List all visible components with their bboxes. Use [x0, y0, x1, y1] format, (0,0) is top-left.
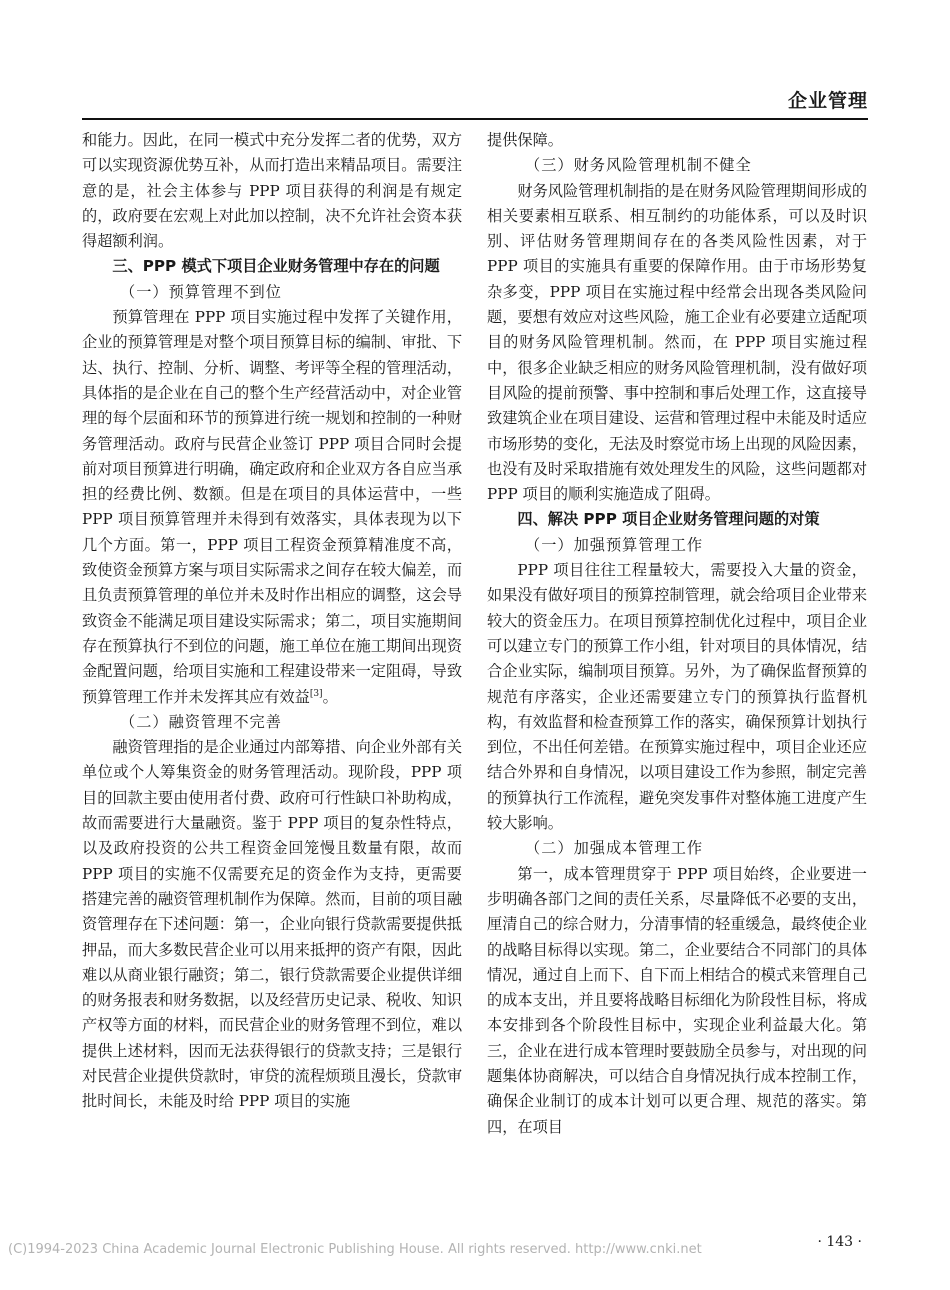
- paragraph: PPP 项目往往工程量较大，需要投入大量的资金，如果没有做好项目的预算控制管理，就会给项目企业带来较大的资金压力。在项目预算控制优化过程中，项目企业可以建立专门的预算工作小组，针对项目的具体情况，结合企业实际，编制项目预算。另外，为了确保监督预算的规范有序落实，企业还需要建立专门的预算执行监督机构，有效监督和检查预算工作的落实，确保预算计划执行到位，不出任何差错。在预算实施过程中，项目企业还应结合外界和自身情况，以项目建设工作为参照，制定完善的预算执行工作流程，避免突发事件对整体施工进度产生较大影响。: [487, 561, 867, 833]
- subsection-heading: （二）加强成本管理工作: [525, 839, 704, 858]
- subsection-heading: （一）预算管理不到位: [120, 282, 282, 301]
- citation-marker: [3]: [309, 688, 323, 699]
- paragraph: 融资管理指的是企业通过内部筹措、向企业外部有关单位或个人筹集资金的财务管理活动。现阶段，PPP 项目的回款主要由使用者付费、政府可行性缺口补助构成，故而需要进行大量融资。鉴于 PPP 项目的复杂性特点，以及政府投资的公共工程资金回笼慢且数量有限，故而 PPP 项目的实施不仅需要充足的资金作为支持，更需要搭建完善的融资管理机制作为保障。然而，目前的项目融资管理存在下述问题：第一，企业向银行贷款需要提供抵押品，而大多数民营企业可以用来抵押的资产有限，因此难以从商业银行融资；第二，银行贷款需要企业提供详细的财务报表和财务数据，以及经营历史记录、税收、知识产权等方面的材料，而民营企业的财务管理不到位，难以提供上述材料，因而无法获得银行的贷款支持；三是银行对民营企业提供贷款时，审贷的流程烦琐且漫长，贷款审批时间长，未能及时给 PPP 项目的实施: [82, 738, 462, 1111]
- header-rule: [82, 118, 868, 120]
- paragraph: 财务风险管理机制指的是在财务风险管理期间形成的相关要素相互联系、相互制约的功能体系，可以及时识别、评估财务管理期间存在的各类风险性因素，对于 PPP 项目的实施具有重要的保障作用。由于市场形势复杂多变，PPP 项目在实施过程中经常会出现各类风险问题，要想有效应对这些风险，施工企业有必要建立适配项目的财务风险管理机制。然而，在 PPP 项目实施过程中，很多企业缺乏相应的财务风险管理机制，没有做好项目风险的提前预警、事中控制和事后处理工作，这直接导致建筑企业在项目建设、运营和管理过程中未能及时适应市场形势的变化，无法及时察觉市场上出现的风险因素，也没有及时采取措施有效处理发生的风险，这些问题都对 PPP 项目的顺利实施造成了阻碍。: [487, 181, 867, 504]
- paragraph: 提供保障。: [487, 131, 563, 149]
- copyright-notice: (C)1994-2023 China Academic Journal Electronic Publishing House. All rights reserved. http://www.cnki.net: [8, 1242, 702, 1257]
- subsection-heading: （一）加强预算管理工作: [525, 535, 704, 554]
- paragraph-text: 预算管理在 PPP 项目实施过程中发挥了关键作用，企业的预算管理是对整个项目预算目标的编制、审批、下达、执行、控制、分析、调整、考评等全程的管理活动，具体指的是企业在自己的整个生产经营活动中，对企业管理的每个层面和环节的预算进行统一规划和控制的一种财务管理活动。政府与民营企业签订 PPP 项目合同时会提前对项目预算进行明确，确定政府和企业双方各自应当承担的经费比例、数额。但是在项目的具体运营中，一些 PPP 项目预算管理并未得到有效落实，具体表现为以下几个方面。第一，PPP 项目工程资金预算精准度不高，致使资金预算方案与项目实际需求之间存在较大偏差，而且负责预算管理的单位并未及时作出相应的调整，这会导致资金不能满足项目建设实际需求；第二，项目实施期间存在预算执行不到位的问题，施工单位在施工期间出现资金配置问题，给项目实施和工程建设带来一定阻碍，导致预算管理工作并未发挥其应有效益: [82, 308, 462, 706]
- subsection-heading: （二）融资管理不完善: [120, 712, 282, 731]
- journal-section-title: 企业管理: [787, 90, 868, 112]
- paragraph: 第一，成本管理贯穿于 PPP 项目始终，企业要进一步明确各部门之间的责任关系，尽量降低不必要的支出，厘清自己的综合财力，分清事情的轻重缓急，最终使企业的战略目标得以实现。第二，企业要结合不同部门的具体情况，通过自上而下、自下而上相结合的模式来管理自己的成本支出，并且要将战略目标细化为阶段性目标，将成本安排到各个阶段性目标中，实现企业利益最大化。第三，企业在进行成本管理时要鼓励全员参与，对出现的问题集体协商解决，可以结合自身情况执行成本控制工作，确保企业制订的成本计划可以更合理、规范的落实。第四，在项目: [487, 864, 867, 1136]
- subsection-heading: （三）财务风险管理机制不健全: [525, 156, 752, 175]
- page-number: · 143 ·: [817, 1234, 862, 1250]
- paragraph: 和能力。因此，在同一模式中充分发挥二者的优势，双方可以实现资源优势互补，从而打造出来精品项目。需要注意的是，社会主体参与 PPP 项目获得的利润是有规定的，政府要在宏观上对此加以控制，决不允许社会资本获得超额利润。: [82, 131, 462, 251]
- paragraph-end: 。: [322, 687, 338, 706]
- right-column: [487, 128, 867, 1140]
- left-column: [82, 128, 462, 1115]
- paragraph: [82, 305, 462, 710]
- section-heading: 三、PPP 模式下项目企业财务管理中存在的问题: [112, 257, 440, 276]
- section-heading: 四、解决 PPP 项目企业财务管理问题的对策: [517, 510, 820, 529]
